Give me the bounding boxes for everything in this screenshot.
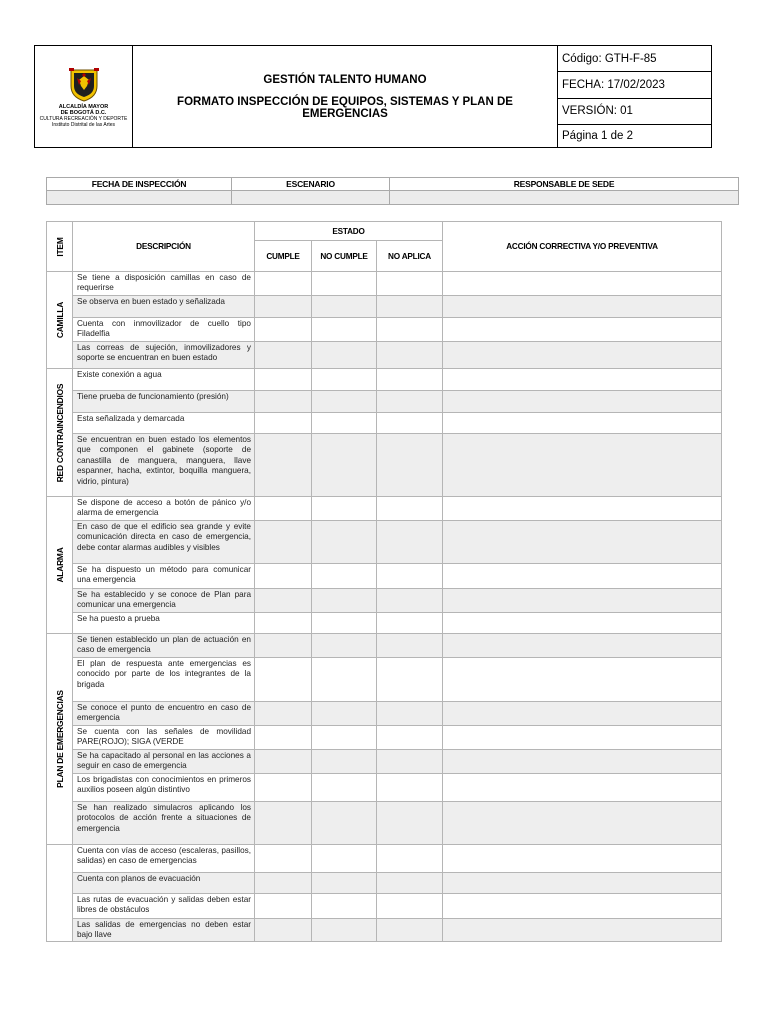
cumple-cell[interactable] — [255, 296, 312, 318]
no-cumple-cell[interactable] — [312, 894, 377, 919]
no-cumple-cell[interactable] — [312, 391, 377, 413]
row-description: Los brigadistas con conocimientos en primeros auxilios poseen algún distintivo — [73, 774, 255, 802]
row-description: Cuenta con planos de evacuación — [73, 873, 255, 894]
section-label: RED CONTRAINCENDIOS — [54, 383, 65, 482]
no-cumple-cell[interactable] — [312, 434, 377, 497]
cumple-cell[interactable] — [255, 342, 312, 369]
section-label: PLAN DE EMERGENCIAS — [54, 690, 65, 788]
document-header — [34, 45, 712, 148]
row-description: Las correas de sujeción, inmovilizadores y soporte se encuentran en buen estado — [73, 342, 255, 369]
date-field: FECHA: 17/02/2023 — [558, 72, 712, 98]
document-title: GESTIÓN TALENTO HUMANO — [263, 73, 427, 86]
corrective-action-cell[interactable] — [443, 413, 722, 434]
no-aplica-cell[interactable] — [377, 919, 443, 942]
row-description: Se encuentran en buen estado los elementos que componen el gabinete (soporte de canastilla de manguera, manguera, llave espanner, hacha, extintor, boquilla manguera, vidrio, pintura) — [73, 434, 255, 497]
logo-cell — [35, 46, 133, 148]
cumple-cell[interactable] — [255, 726, 312, 750]
cumple-cell[interactable] — [255, 750, 312, 774]
row-description: En caso de que el edificio sea grande y evite comunicación directa en caso de emergencia, debe contar alarmas audibles y visibles — [73, 521, 255, 564]
cumple-cell[interactable] — [255, 774, 312, 802]
cumple-cell[interactable] — [255, 873, 312, 894]
complies-header: CUMPLE — [255, 241, 312, 272]
table-row — [47, 391, 722, 413]
no-aplica-cell[interactable] — [377, 369, 443, 391]
cumple-cell[interactable] — [255, 845, 312, 873]
inspection-info-table — [46, 177, 739, 205]
corrective-action-cell[interactable] — [443, 919, 722, 942]
section-label-cell — [47, 497, 73, 634]
row-description: Se cuenta con las señales de movilidad PARE(ROJO); SIGA (VERDE — [73, 726, 255, 750]
cumple-cell[interactable] — [255, 894, 312, 919]
corrective-action-cell[interactable] — [443, 634, 722, 658]
row-description: Se observa en buen estado y señalizada — [73, 296, 255, 318]
corrective-action-cell[interactable] — [443, 564, 722, 589]
title-cell — [133, 46, 558, 148]
cumple-cell[interactable] — [255, 589, 312, 613]
table-row — [47, 894, 722, 919]
row-description: Tiene prueba de funcionamiento (presión) — [73, 391, 255, 413]
row-description: Cuenta con inmovilizador de cuello tipo Filadelfia — [73, 318, 255, 342]
no-aplica-cell[interactable] — [377, 272, 443, 296]
table-row — [47, 564, 722, 589]
table-row — [47, 845, 722, 873]
corrective-action-cell[interactable] — [443, 750, 722, 774]
no-aplica-cell[interactable] — [377, 702, 443, 726]
description-header: DESCRIPCIÓN — [73, 222, 255, 272]
no-aplica-cell[interactable] — [377, 750, 443, 774]
row-description: Esta señalizada y demarcada — [73, 413, 255, 434]
corrective-action-cell[interactable] — [443, 318, 722, 342]
code-field: Código: GTH-F-85 — [558, 46, 712, 72]
no-cumple-cell[interactable] — [312, 726, 377, 750]
scenario-input[interactable] — [232, 191, 390, 205]
table-row — [47, 413, 722, 434]
corrective-action-cell[interactable] — [443, 658, 722, 702]
no-cumple-cell[interactable] — [312, 296, 377, 318]
logo-line1: ALCALDÍA MAYOR — [58, 103, 109, 110]
no-cumple-cell[interactable] — [312, 658, 377, 702]
row-description: Se conoce el punto de encuentro en caso de emergencia — [73, 702, 255, 726]
corrective-action-cell[interactable] — [443, 774, 722, 802]
row-description: Existe conexión a agua — [73, 369, 255, 391]
table-row — [47, 802, 722, 845]
item-header: ITEM — [47, 222, 73, 272]
cumple-cell[interactable] — [255, 613, 312, 634]
cumple-cell[interactable] — [255, 318, 312, 342]
not-complies-header: NO CUMPLE — [312, 241, 377, 272]
row-description: Cuenta con vías de acceso (escaleras, pasillos, salidas) en caso de emergencias — [73, 845, 255, 873]
table-row — [47, 919, 722, 942]
no-cumple-cell[interactable] — [312, 873, 377, 894]
table-row — [47, 318, 722, 342]
version-field: VERSIÓN: 01 — [558, 98, 712, 124]
no-cumple-cell[interactable] — [312, 564, 377, 589]
table-row — [47, 613, 722, 634]
corrective-action-cell[interactable] — [443, 272, 722, 296]
no-cumple-cell[interactable] — [312, 497, 377, 521]
inspection-date-header: FECHA DE INSPECCIÓN — [47, 178, 232, 191]
corrective-action-cell[interactable] — [443, 873, 722, 894]
no-cumple-cell[interactable] — [312, 318, 377, 342]
no-cumple-cell[interactable] — [312, 802, 377, 845]
no-aplica-cell[interactable] — [377, 391, 443, 413]
table-row — [47, 342, 722, 369]
scenario-header: ESCENARIO — [232, 178, 390, 191]
table-row — [47, 658, 722, 702]
corrective-action-cell[interactable] — [443, 342, 722, 369]
no-aplica-cell[interactable] — [377, 497, 443, 521]
logo-line4: Instituto Distrital de las Artes — [51, 121, 116, 128]
no-aplica-cell[interactable] — [377, 589, 443, 613]
corrective-action-cell[interactable] — [443, 521, 722, 564]
corrective-action-cell[interactable] — [443, 391, 722, 413]
row-description: Las salidas de emergencias no deben estar bajo llave — [73, 919, 255, 942]
section-label: ALARMA — [54, 547, 65, 583]
corrective-action-cell[interactable] — [443, 497, 722, 521]
row-description: Se han realizado simulacros aplicando los protocolos de acción frente a situaciones de emergencia — [73, 802, 255, 845]
corrective-action-cell[interactable] — [443, 369, 722, 391]
section-label: CAMILLA — [54, 301, 65, 339]
no-aplica-cell[interactable] — [377, 318, 443, 342]
table-row — [47, 589, 722, 613]
page-field: Página 1 de 2 — [558, 124, 712, 147]
table-row — [47, 774, 722, 802]
no-aplica-cell[interactable] — [377, 658, 443, 702]
cumple-cell[interactable] — [255, 919, 312, 942]
bogota-coat-of-arms-icon — [67, 66, 101, 102]
no-aplica-cell[interactable] — [377, 726, 443, 750]
cumple-cell[interactable] — [255, 802, 312, 845]
cumple-cell[interactable] — [255, 497, 312, 521]
corrective-action-cell[interactable] — [443, 613, 722, 634]
row-description: Las rutas de evacuación y salidas deben estar libres de obstáculos — [73, 894, 255, 919]
status-header: ESTADO — [255, 222, 443, 241]
row-description: Se ha dispuesto un método para comunicar una emergencia — [73, 564, 255, 589]
corrective-action-cell[interactable] — [443, 894, 722, 919]
no-aplica-cell[interactable] — [377, 894, 443, 919]
no-aplica-cell[interactable] — [377, 564, 443, 589]
corrective-action-cell[interactable] — [443, 296, 722, 318]
row-description: Se ha establecido y se conoce de Plan para comunicar una emergencia — [73, 589, 255, 613]
no-aplica-cell[interactable] — [377, 434, 443, 497]
section-label-cell — [47, 634, 73, 845]
section-label-cell — [47, 845, 73, 942]
no-aplica-cell[interactable] — [377, 613, 443, 634]
table-row — [47, 296, 722, 318]
site-manager-header: RESPONSABLE DE SEDE — [390, 178, 739, 191]
table-row — [47, 434, 722, 497]
corrective-action-cell[interactable] — [443, 726, 722, 750]
no-cumple-cell[interactable] — [312, 919, 377, 942]
row-description: Se ha puesto a prueba — [73, 613, 255, 634]
corrective-action-cell[interactable] — [443, 802, 722, 845]
no-aplica-cell[interactable] — [377, 774, 443, 802]
logo-line2: DE BOGOTÁ D.C. — [60, 109, 107, 116]
not-applicable-header: NO APLICA — [377, 241, 443, 272]
no-cumple-cell[interactable] — [312, 342, 377, 369]
cumple-cell[interactable] — [255, 658, 312, 702]
section-label-cell — [47, 272, 73, 369]
row-description: Se ha capacitado al personal en las acciones a seguir en caso de emergencia — [73, 750, 255, 774]
table-row — [47, 873, 722, 894]
cumple-cell[interactable] — [255, 272, 312, 296]
no-cumple-cell[interactable] — [312, 845, 377, 873]
row-description: Se dispone de acceso a botón de pánico y/o alarma de emergencia — [73, 497, 255, 521]
no-cumple-cell[interactable] — [312, 413, 377, 434]
no-cumple-cell[interactable] — [312, 521, 377, 564]
inspection-checklist-table — [46, 221, 722, 942]
no-cumple-cell[interactable] — [312, 613, 377, 634]
row-description: Se tienen establecido un plan de actuación en caso de emergencia — [73, 634, 255, 658]
table-row — [47, 634, 722, 658]
cumple-cell[interactable] — [255, 413, 312, 434]
site-manager-input[interactable] — [390, 191, 739, 205]
no-cumple-cell[interactable] — [312, 634, 377, 658]
no-aplica-cell[interactable] — [377, 845, 443, 873]
no-cumple-cell[interactable] — [312, 750, 377, 774]
corrective-action-cell[interactable] — [443, 845, 722, 873]
inspection-date-input[interactable] — [47, 191, 232, 205]
row-description: El plan de respuesta ante emergencias es conocido por parte de los integrantes de la brigada — [73, 658, 255, 702]
document-subtitle: FORMATO INSPECCIÓN DE EQUIPOS, SISTEMAS Y PLAN DE EMERGENCIAS — [177, 95, 513, 120]
no-aplica-cell[interactable] — [377, 802, 443, 845]
corrective-action-cell[interactable] — [443, 702, 722, 726]
table-row — [47, 750, 722, 774]
cumple-cell[interactable] — [255, 564, 312, 589]
corrective-action-cell[interactable] — [443, 434, 722, 497]
no-aplica-cell[interactable] — [377, 342, 443, 369]
table-row — [47, 272, 722, 296]
no-cumple-cell[interactable] — [312, 589, 377, 613]
no-aplica-cell[interactable] — [377, 873, 443, 894]
row-description: Se tiene a disposición camillas en caso de requerirse — [73, 272, 255, 296]
table-row — [47, 497, 722, 521]
no-cumple-cell[interactable] — [312, 272, 377, 296]
no-aplica-cell[interactable] — [377, 634, 443, 658]
corrective-action-cell[interactable] — [443, 589, 722, 613]
corrective-action-header: ACCIÓN CORRECTIVA Y/O PREVENTIVA — [443, 222, 722, 272]
no-cumple-cell[interactable] — [312, 369, 377, 391]
cumple-cell[interactable] — [255, 369, 312, 391]
cumple-cell[interactable] — [255, 702, 312, 726]
table-row — [47, 702, 722, 726]
table-row — [47, 726, 722, 750]
no-aplica-cell[interactable] — [377, 296, 443, 318]
cumple-cell[interactable] — [255, 634, 312, 658]
cumple-cell[interactable] — [255, 521, 312, 564]
no-aplica-cell[interactable] — [377, 413, 443, 434]
no-cumple-cell[interactable] — [312, 774, 377, 802]
cumple-cell[interactable] — [255, 391, 312, 413]
cumple-cell[interactable] — [255, 434, 312, 497]
section-label-cell — [47, 369, 73, 497]
logo-line3: CULTURA RECREACIÓN Y DEPORTE — [39, 115, 128, 122]
table-row — [47, 369, 722, 391]
no-aplica-cell[interactable] — [377, 521, 443, 564]
table-row — [47, 521, 722, 564]
no-cumple-cell[interactable] — [312, 702, 377, 726]
